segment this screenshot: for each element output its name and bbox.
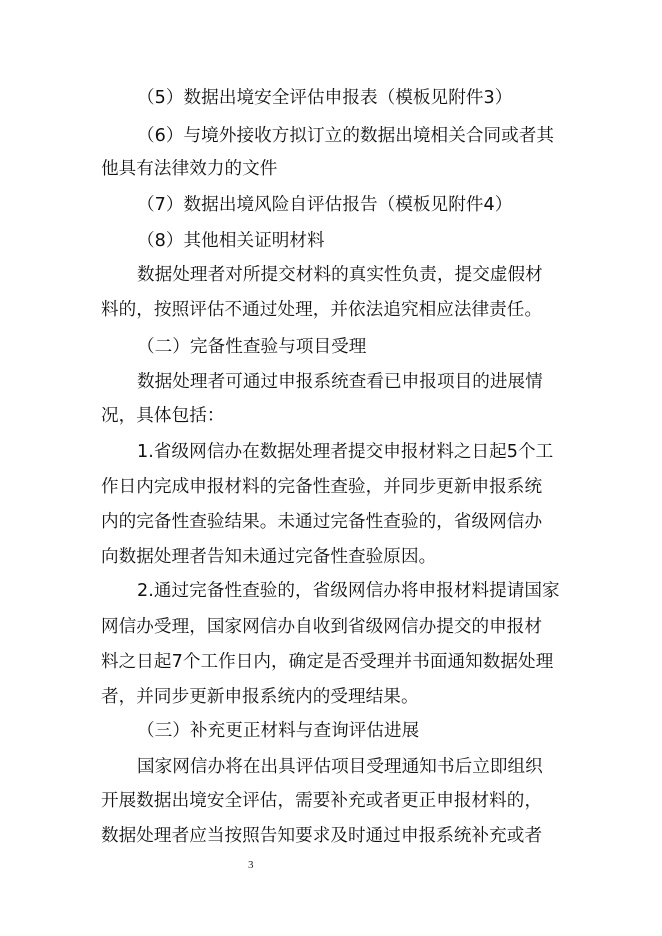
text-line: 况，具体包括： <box>101 406 225 426</box>
text-line: （8）其他相关证明材料 <box>137 231 325 251</box>
text-line: （6）与境外接收方拟订立的数据出境相关合同或者其 <box>137 126 555 146</box>
text-line: 开展数据出境安全评估，需要补充或者更正申报材料的， <box>101 791 543 811</box>
text-line: 数据处理者对所提交材料的真实性负责，提交虚假材 <box>137 265 543 285</box>
text-line: 国家网信办将在出具评估项目受理通知书后立即组织 <box>137 757 543 777</box>
text-line: 料的，按照评估不通过处理，并依法追究相应法律责任。 <box>101 300 543 320</box>
text-line: 料之日起7个工作日内，确定是否受理并书面通知数据处理 <box>101 652 554 672</box>
text-line: 他具有法律效力的文件 <box>101 159 278 179</box>
text-line: 网信办受理，国家网信办自收到省级网信办提交的申报材 <box>101 617 543 637</box>
section-heading: （二）完备性查验与项目受理 <box>137 337 367 357</box>
page-number: 3 <box>248 859 254 871</box>
text-line: 2.通过完备性查验的，省级网信办将申报材料提请国家 <box>137 581 560 601</box>
text-line: 向数据处理者告知未通过完备性查验原因。 <box>101 547 437 567</box>
text-line: 内的完备性查验结果。未通过完备性查验的，省级网信办 <box>101 512 543 532</box>
text-line: 作日内完成申报材料的完备性查验，并同步更新申报系统 <box>101 477 543 497</box>
section-heading: （三）补充更正材料与查询评估进展 <box>137 721 420 741</box>
text-line: （5）数据出境安全评估申报表（模板见附件3） <box>137 88 513 108</box>
text-line: 1.省级网信办在数据处理者提交申报材料之日起5个工 <box>137 442 554 462</box>
text-line: （7）数据出境风险自评估报告（模板见附件4） <box>137 195 513 215</box>
text-line: 数据处理者可通过申报系统查看已申报项目的进展情 <box>137 372 543 392</box>
text-line: 数据处理者应当按照告知要求及时通过申报系统补充或者 <box>101 826 543 846</box>
text-line: 者，并同步更新申报系统内的受理结果。 <box>101 687 419 707</box>
